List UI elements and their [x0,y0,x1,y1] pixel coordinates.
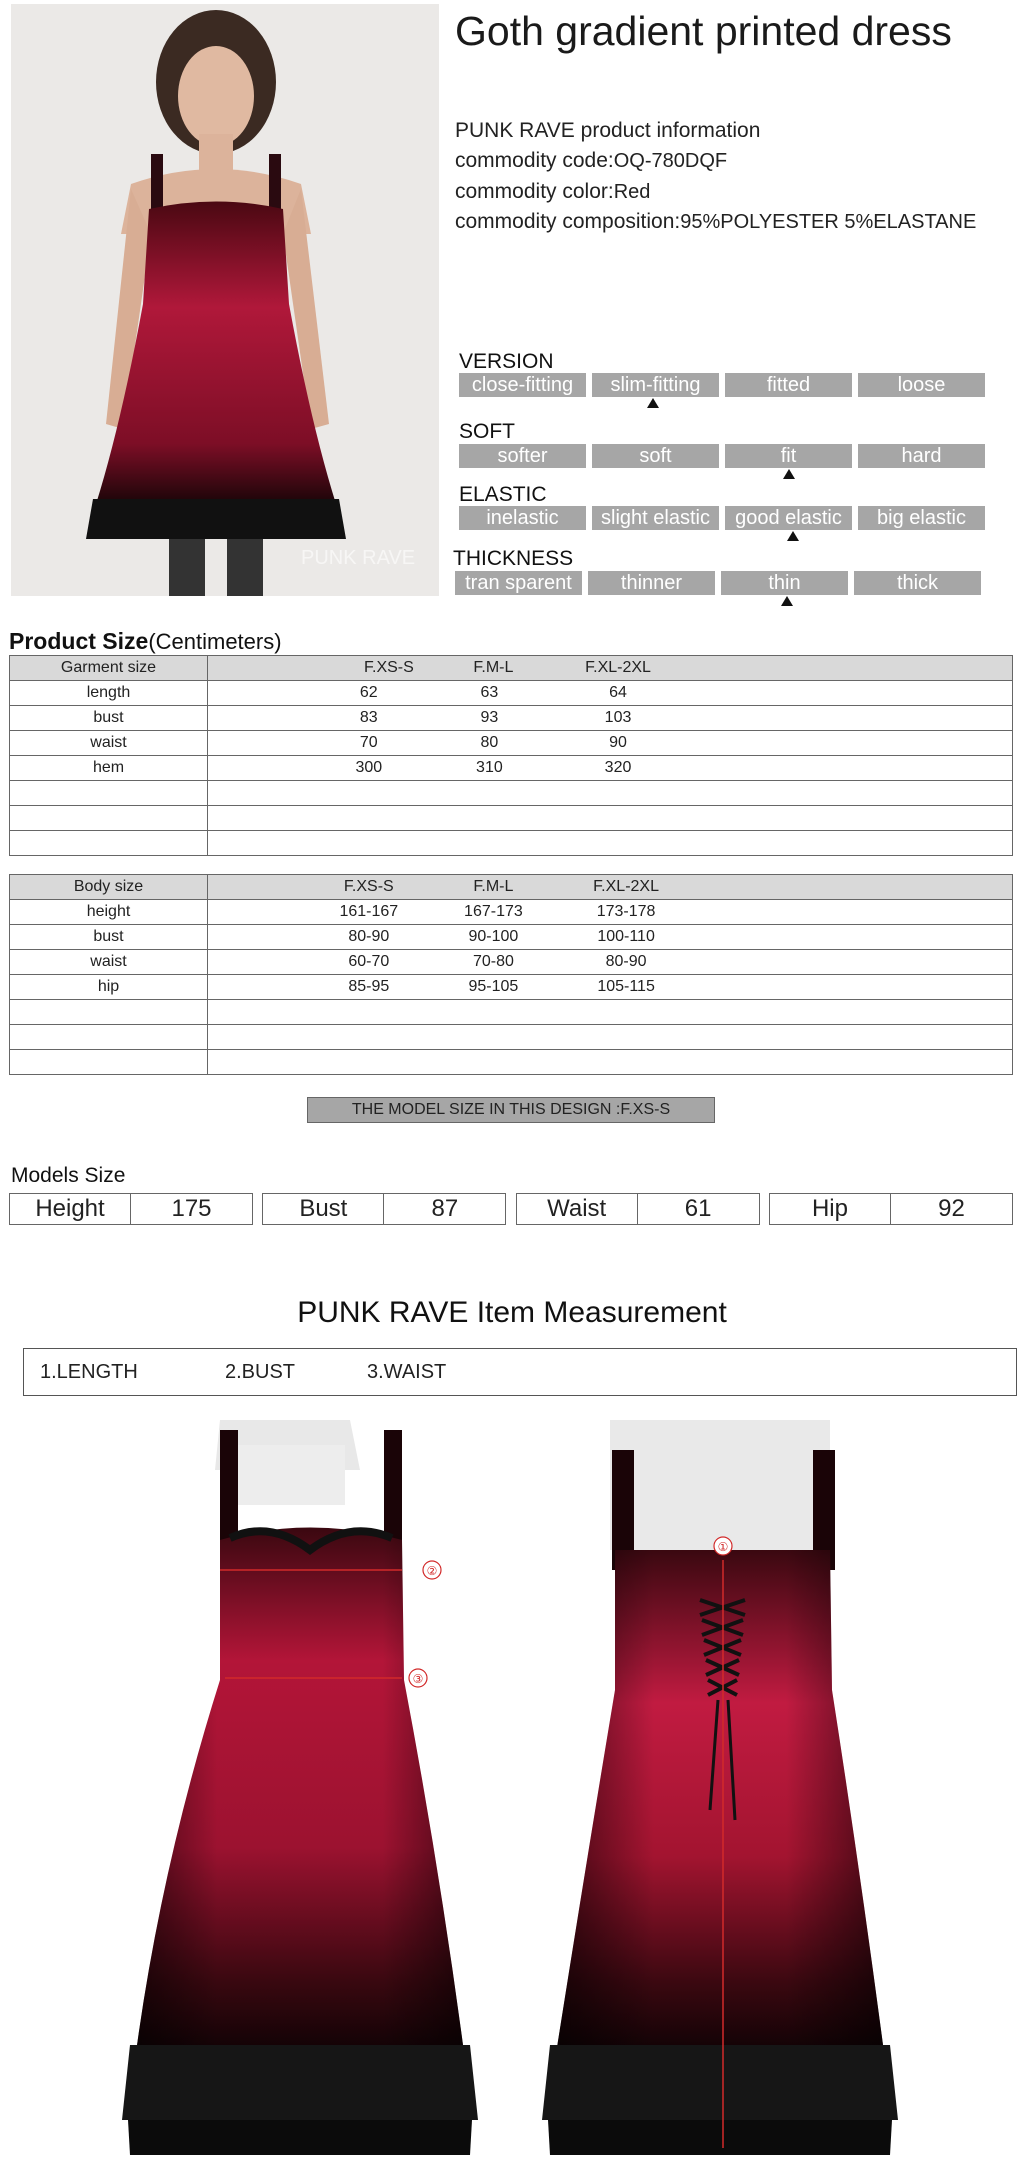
marker-bust: ② [426,1564,438,1578]
table-header-key: Garment size [10,656,208,681]
scale-option: tran sparent [455,571,582,595]
cell-value: 90 [609,734,627,751]
model-measure-label: Waist [516,1193,638,1225]
empty-cell [10,806,208,831]
color-value: Red [613,181,651,203]
composition-value: 95%POLYESTER 5%ELASTANE [680,211,977,233]
table-row [10,950,1013,975]
selected-marker-elastic [787,531,799,541]
model-measure-hip [769,1193,1013,1225]
scale-option: slim-fitting [592,373,719,397]
table-row [10,925,1013,950]
cell-value: 300 [355,759,383,776]
model-measure-value: 61 [638,1193,760,1225]
model-measure-value: 175 [131,1193,253,1225]
model-size-note: THE MODEL SIZE IN THIS DESIGN :F.XS-S [307,1097,715,1123]
row-values [208,731,1013,756]
table-row [10,681,1013,706]
table-header-sizes [208,656,1013,681]
dress-back-diagram [530,1420,910,2160]
photo-watermark: PUNK RAVE [301,547,416,569]
scale-option: close-fitting [459,373,586,397]
scale-option: thin [721,571,848,595]
empty-cell [208,831,1013,856]
cell-value: 93 [480,709,499,726]
empty-cell [208,1025,1013,1050]
product-size-title [9,628,282,655]
table-header-sizes [208,875,1013,900]
feature-label-version: VERSION [459,350,554,373]
size-header: F.XL-2XL [585,659,651,676]
cell-value: 161-167 [339,903,399,920]
empty-cell [208,1000,1013,1025]
cell-value: 105-115 [597,978,655,995]
measurement-legend [23,1348,1017,1396]
scale-option: big elastic [858,506,985,530]
marker-waist: ③ [412,1672,424,1686]
feature-scale-version [459,373,985,397]
cell-value: 80-90 [605,953,647,970]
scale-option: inelastic [459,506,586,530]
feature-label-soft: SOFT [459,420,515,443]
measurement-title: PUNK RAVE Item Measurement [297,1296,727,1329]
code-label: commodity code: [455,149,614,172]
row-values [208,681,1013,706]
empty-cell [208,806,1013,831]
table-row-empty [10,1000,1013,1025]
scale-option: soft [592,444,719,468]
selected-marker-soft [783,469,795,479]
empty-cell [208,1050,1013,1075]
empty-cell [10,781,208,806]
cell-value: 70 [359,734,378,751]
cell-value: 60-70 [348,953,390,970]
table-row-empty [10,781,1013,806]
cell-value: 310 [476,759,503,776]
dress-front-diagram [120,1420,480,2160]
size-header: F.XS-S [363,659,414,676]
scale-option: fitted [725,373,852,397]
color-label: commodity color: [455,180,614,203]
models-size-row [9,1193,1013,1225]
model-measure-bust [262,1193,506,1225]
product-size-unit: (Centimeters) [148,629,282,654]
cell-value: 85-95 [348,978,390,995]
model-measure-waist [516,1193,760,1225]
cell-value: 83 [359,709,378,726]
size-header: F.XS-S [343,878,394,895]
cell-value: 103 [604,709,632,726]
info-header: PUNK RAVE product information [455,119,761,142]
table-row-empty [10,831,1013,856]
product-photo [11,4,439,596]
row-values [208,925,1013,950]
selected-marker-version [647,398,659,408]
scale-option: hard [858,444,985,468]
cell-value: 80 [480,734,499,751]
models-size-title: Models Size [11,1164,126,1187]
cell-value: 90-100 [468,928,519,945]
row-values [208,706,1013,731]
cell-value: 173-178 [596,903,656,920]
row-key: length [10,681,208,706]
empty-cell [10,831,208,856]
table-row [10,706,1013,731]
scale-option: slight elastic [592,506,719,530]
model-measure-value: 92 [891,1193,1013,1225]
selected-marker-thickness [781,596,793,606]
cell-value: 62 [359,684,378,701]
product-size-heading: Product Size [9,628,149,654]
commodity-composition [455,210,976,234]
measurement-item-length: 1.LENGTH [40,1361,138,1383]
row-key: waist [10,731,208,756]
cell-value: 167-173 [464,903,523,920]
product-title: Goth gradient printed dress [455,8,952,54]
cell-value: 63 [480,684,499,701]
measurement-item-bust: 2.BUST [225,1361,296,1383]
model-measure-label: Hip [769,1193,891,1225]
table-row-empty [10,1025,1013,1050]
row-key: bust [10,706,208,731]
size-header: F.M-L [473,878,514,895]
empty-cell [10,1025,208,1050]
code-value: OQ-780DQF [613,150,728,172]
table-row [10,900,1013,925]
table-row [10,731,1013,756]
row-values [208,975,1013,1000]
scale-option: thinner [588,571,715,595]
scale-option: loose [858,373,985,397]
table-header-key: Body size [10,875,208,900]
row-values [208,900,1013,925]
row-key: waist [10,950,208,975]
model-measure-label: Height [9,1193,131,1225]
table-row-empty [10,806,1013,831]
garment-size-table [9,655,1013,856]
cell-value: 70-80 [472,953,514,970]
empty-cell [10,1050,208,1075]
table-row [10,756,1013,781]
model-measure-height [9,1193,253,1225]
table-header-row [10,875,1013,900]
scale-option: softer [459,444,586,468]
feature-label-thickness: THICKNESS [453,547,574,570]
commodity-code [455,149,727,173]
composition-label: commodity composition: [455,210,681,233]
cell-value: 320 [604,759,632,776]
model-measure-value: 87 [384,1193,506,1225]
body-size-table [9,874,1013,1075]
feature-scale-elastic [459,506,985,530]
scale-option: fit [725,444,852,468]
size-header: F.XL-2XL [593,878,659,895]
scale-option: thick [854,571,981,595]
marker-length: ① [717,1540,729,1554]
empty-cell [208,781,1013,806]
cell-value: 64 [609,684,627,701]
feature-label-elastic: ELASTIC [459,483,547,506]
row-key: height [10,900,208,925]
row-values [208,756,1013,781]
empty-cell [10,1000,208,1025]
commodity-color [455,180,650,204]
model-measure-label: Bust [262,1193,384,1225]
feature-scale-thickness [455,571,981,595]
cell-value: 95-105 [468,978,519,995]
feature-scale-soft [459,444,985,468]
cell-value: 80-90 [348,928,390,945]
cell-value: 100-110 [597,928,655,945]
size-header: F.M-L [473,659,514,676]
row-values [208,950,1013,975]
table-header-row [10,656,1013,681]
row-key: hem [10,756,208,781]
scale-option: good elastic [725,506,852,530]
measurement-item-waist: 3.WAIST [367,1361,447,1383]
row-key: hip [10,975,208,1000]
row-key: bust [10,925,208,950]
table-row-empty [10,1050,1013,1075]
table-row [10,975,1013,1000]
